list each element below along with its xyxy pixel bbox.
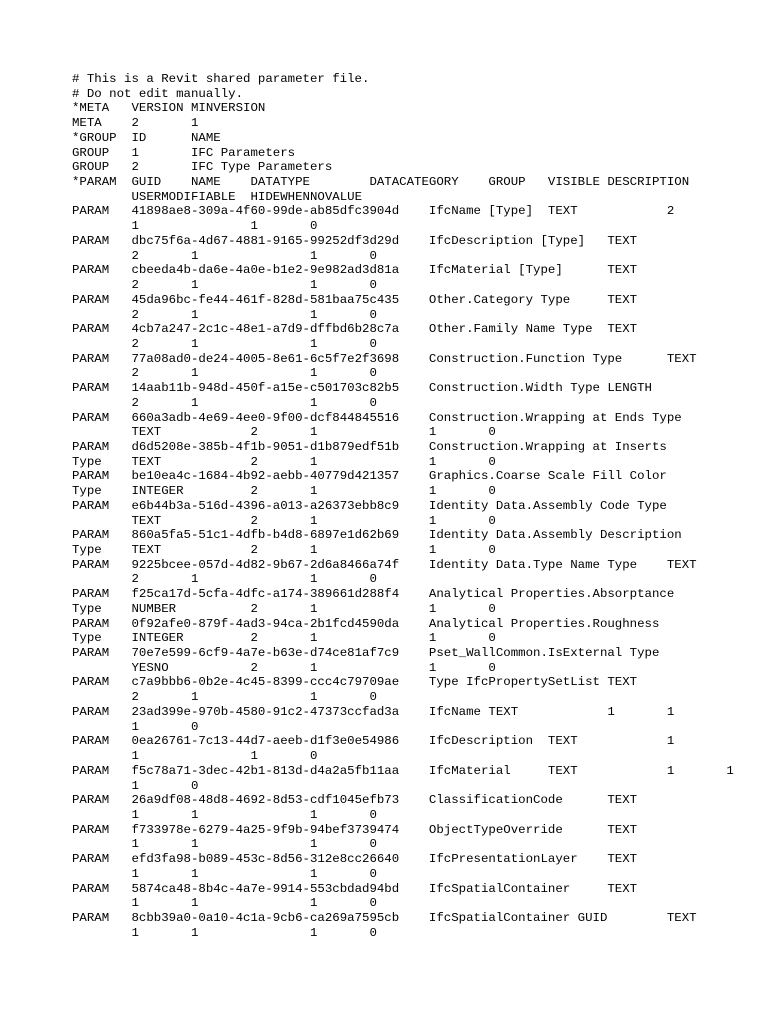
file-line: 2 1 1 0 — [72, 572, 377, 587]
file-line: YESNO 2 1 1 0 — [72, 660, 496, 675]
file-line: PARAM 77a08ad0-de24-4005-8e61-6c5f7e2f3698 Construction.Function Type TEXT — [72, 351, 697, 366]
file-line: PARAM be10ea4c-1684-4b92-aebb-40779d421357 Graphics.Coarse Scale Fill Color — [72, 469, 667, 484]
file-line: PARAM 0ea26761-7c13-44d7-aeeb-d1f3e0e54986 IfcDescription TEXT 1 — [72, 734, 675, 749]
file-line: Type INTEGER 2 1 1 0 — [72, 484, 496, 499]
file-line: 1 0 — [72, 778, 199, 793]
file-line: PARAM 14aab11b-948d-450f-a15e-c501703c82b5 Construction.Width Type LENGTH — [72, 381, 652, 396]
file-line: 1 1 1 0 — [72, 866, 377, 881]
file-line: PARAM e6b44b3a-516d-4396-a013-a26373ebb8c9 Identity Data.Assembly Code Type — [72, 498, 667, 513]
file-line: PARAM 23ad399e-970b-4580-91c2-47373ccfad3a IfcName TEXT 1 1 — [72, 704, 675, 719]
file-line: 2 1 1 0 — [72, 366, 377, 381]
file-line: USERMODIFIABLE HIDEWHENNOVALUE — [72, 189, 363, 204]
file-line: PARAM f733978e-6279-4a25-9f9b-94bef3739474 ObjectTypeOverride TEXT — [72, 822, 638, 837]
file-line: PARAM 8cbb39a0-0a10-4c1a-9cb6-ca269a7595cb IfcSpatialContainer GUID TEXT — [72, 910, 697, 925]
file-line: 2 1 1 0 — [72, 690, 377, 705]
file-line: PARAM d6d5208e-385b-4f1b-9051-d1b879edf51b Construction.Wrapping at Inserts — [72, 439, 667, 454]
file-line: META 2 1 — [72, 116, 199, 131]
file-line: PARAM dbc75f6a-4d67-4881-9165-99252df3d29d IfcDescription [Type] TEXT — [72, 233, 638, 248]
shared-parameter-file-text — [72, 72, 734, 940]
file-line: 1 1 0 — [72, 219, 318, 234]
file-line: TEXT 2 1 1 0 — [72, 425, 496, 440]
file-line: TEXT 2 1 1 0 — [72, 513, 496, 528]
file-line: 1 1 1 0 — [72, 807, 377, 822]
file-line: PARAM 5874ca48-8b4c-4a7e-9914-553cbdad94bd IfcSpatialContainer TEXT — [72, 881, 638, 896]
file-line: 2 1 1 0 — [72, 248, 377, 263]
file-line: 1 1 1 0 — [72, 925, 377, 940]
file-line: 2 1 1 0 — [72, 336, 377, 351]
file-line: PARAM 0f92afe0-879f-4ad3-94ca-2b1fcd4590da Analytical Properties.Roughness — [72, 616, 660, 631]
file-line: PARAM 660a3adb-4e69-4ee0-9f00-dcf844845516 Construction.Wrapping at Ends Type — [72, 410, 682, 425]
file-line: 1 0 — [72, 719, 199, 734]
file-line: PARAM efd3fa98-b089-453c-8d56-312e8cc26640 IfcPresentationLayer TEXT — [72, 852, 638, 867]
file-line: 1 1 1 0 — [72, 837, 377, 852]
file-line: PARAM 860a5fa5-51c1-4dfb-b4d8-6897e1d62b69 Identity Data.Assembly Description — [72, 528, 682, 543]
file-line: 2 1 1 0 — [72, 307, 377, 322]
file-line: GROUP 2 IFC Type Parameters — [72, 160, 333, 175]
file-line: # Do not edit manually. — [72, 86, 244, 101]
file-line: PARAM c7a9bbb6-0b2e-4c45-8399-ccc4c79709ae Type IfcPropertySetList TEXT — [72, 675, 638, 690]
file-line: # This is a Revit shared parameter file. — [72, 72, 370, 86]
file-line: 1 1 1 0 — [72, 896, 377, 911]
file-line: GROUP 1 IFC Parameters — [72, 145, 296, 160]
file-line: 2 1 1 0 — [72, 395, 377, 410]
file-line: Type TEXT 2 1 1 0 — [72, 454, 496, 469]
file-line: 1 1 0 — [72, 749, 318, 764]
file-line: Type TEXT 2 1 1 0 — [72, 543, 496, 557]
file-line: PARAM 70e7e599-6cf9-4a7e-b63e-d74ce81af7c9 Pset_WallCommon.IsExternal Type — [72, 646, 660, 661]
file-line: *GROUP ID NAME — [72, 130, 221, 145]
file-line: *META VERSION MINVERSION — [72, 101, 266, 116]
file-line: Type NUMBER 2 1 1 0 — [72, 601, 496, 616]
file-line: 2 1 1 0 — [72, 278, 377, 293]
file-line: PARAM 41898ae8-309a-4f60-99de-ab85dfc3904d IfcName [Type] TEXT 2 — [72, 204, 675, 219]
file-line: PARAM 9225bcee-057d-4d82-9b67-2d6a8466a74f Identity Data.Type Name Type TEXT — [72, 557, 697, 572]
file-line: Type INTEGER 2 1 1 0 — [72, 631, 496, 646]
file-line: PARAM f25ca17d-5cfa-4dfc-a174-389661d288f4 Analytical Properties.Absorptance — [72, 587, 675, 602]
file-line: PARAM 26a9df08-48d8-4692-8d53-cdf1045efb73 ClassificationCode TEXT — [72, 793, 638, 808]
file-line: PARAM cbeeda4b-da6e-4a0e-b1e2-9e982ad3d81a IfcMaterial [Type] TEXT — [72, 263, 638, 278]
file-line: *PARAM GUID NAME DATATYPE DATACATEGORY GROUP VISIBLE DESCRIPTION — [72, 175, 690, 190]
file-line: PARAM f5c78a71-3dec-42b1-813d-d4a2a5fb11aa IfcMaterial TEXT 1 1 — [72, 763, 734, 778]
file-line: PARAM 45da96bc-fe44-461f-828d-581baa75c435 Other.Category Type TEXT — [72, 292, 638, 307]
file-line: PARAM 4cb7a247-2c1c-48e1-a7d9-dffbd6b28c7a Other.Family Name Type TEXT — [72, 322, 638, 337]
